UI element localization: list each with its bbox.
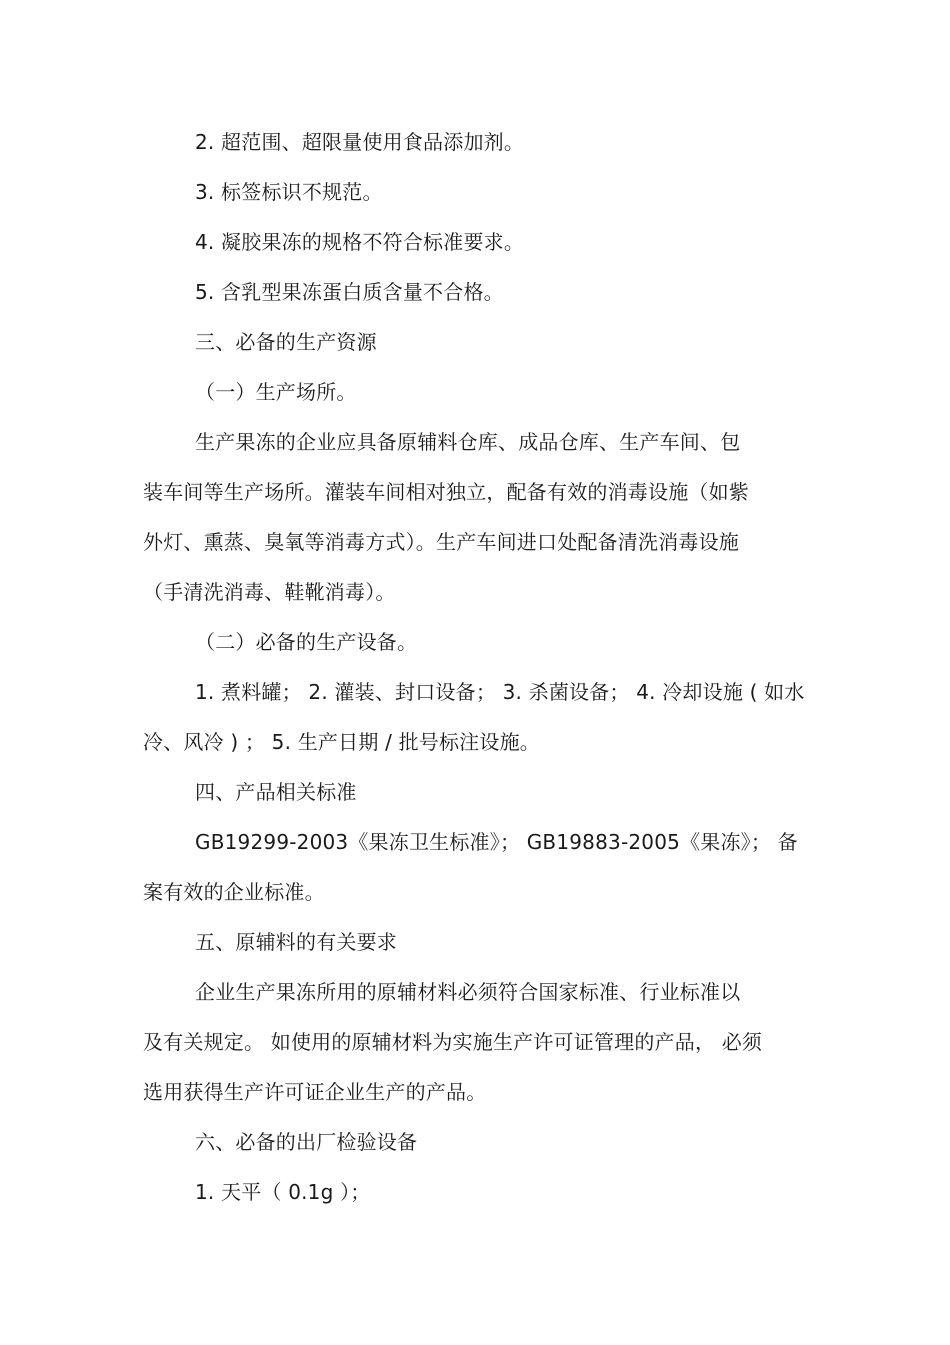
paragraph-line: 生产果冻的企业应具备原辅料仓库、成品仓库、生产车间、包 xyxy=(195,430,741,454)
paragraph-line: GB19299-2003《果冻卫生标准》； GB19883-2005《果冻》； 备 xyxy=(195,830,798,854)
paragraph-line: （手清洗消毒、鞋靴消毒）。 xyxy=(143,580,396,604)
list-item-5: 5. 含乳型果冻蛋白质含量不合格。 xyxy=(195,280,504,304)
section-heading-6: 六、必备的出厂检验设备 xyxy=(195,1130,418,1154)
paragraph-line: 及有关规定。 如使用的原辅材料为实施生产许可证管理的产品， 必须 xyxy=(143,1030,763,1054)
section-heading-3: 三、必备的生产资源 xyxy=(195,330,377,354)
list-item-2: 2. 超范围、超限量使用食品添加剂。 xyxy=(195,130,525,154)
paragraph-line: 企业生产果冻所用的原辅材料必须符合国家标准、行业标准以 xyxy=(195,980,741,1004)
subsection-heading-1: （一）生产场所。 xyxy=(195,380,357,404)
paragraph-line: 1. 煮料罐； 2. 灌装、封口设备； 3. 杀菌设备； 4. 冷却设施 ( 如水 xyxy=(195,680,805,704)
section-heading-4: 四、产品相关标准 xyxy=(195,780,357,804)
paragraph-line: 案有效的企业标准。 xyxy=(143,880,325,904)
list-item-1: 1. 天平（ 0.1g ）； xyxy=(195,1180,371,1204)
section-heading-5: 五、原辅料的有关要求 xyxy=(195,930,397,954)
paragraph-line: 装车间等生产场所。灌装车间相对独立，配备有效的消毒设施（如紫 xyxy=(143,480,749,504)
paragraph-line: 外灯、熏蒸、臭氧等消毒方式）。生产车间进口处配备清洗消毒设施 xyxy=(143,530,739,554)
paragraph-line: 冷、风冷 ) ； 5. 生产日期 / 批号标注设施。 xyxy=(143,730,540,754)
list-item-4: 4. 凝胶果冻的规格不符合标准要求。 xyxy=(195,230,525,254)
paragraph-line: 选用获得生产许可证企业生产的产品。 xyxy=(143,1080,487,1104)
list-item-3: 3. 标签标识不规范。 xyxy=(195,180,383,204)
subsection-heading-2: （二）必备的生产设备。 xyxy=(195,630,418,654)
